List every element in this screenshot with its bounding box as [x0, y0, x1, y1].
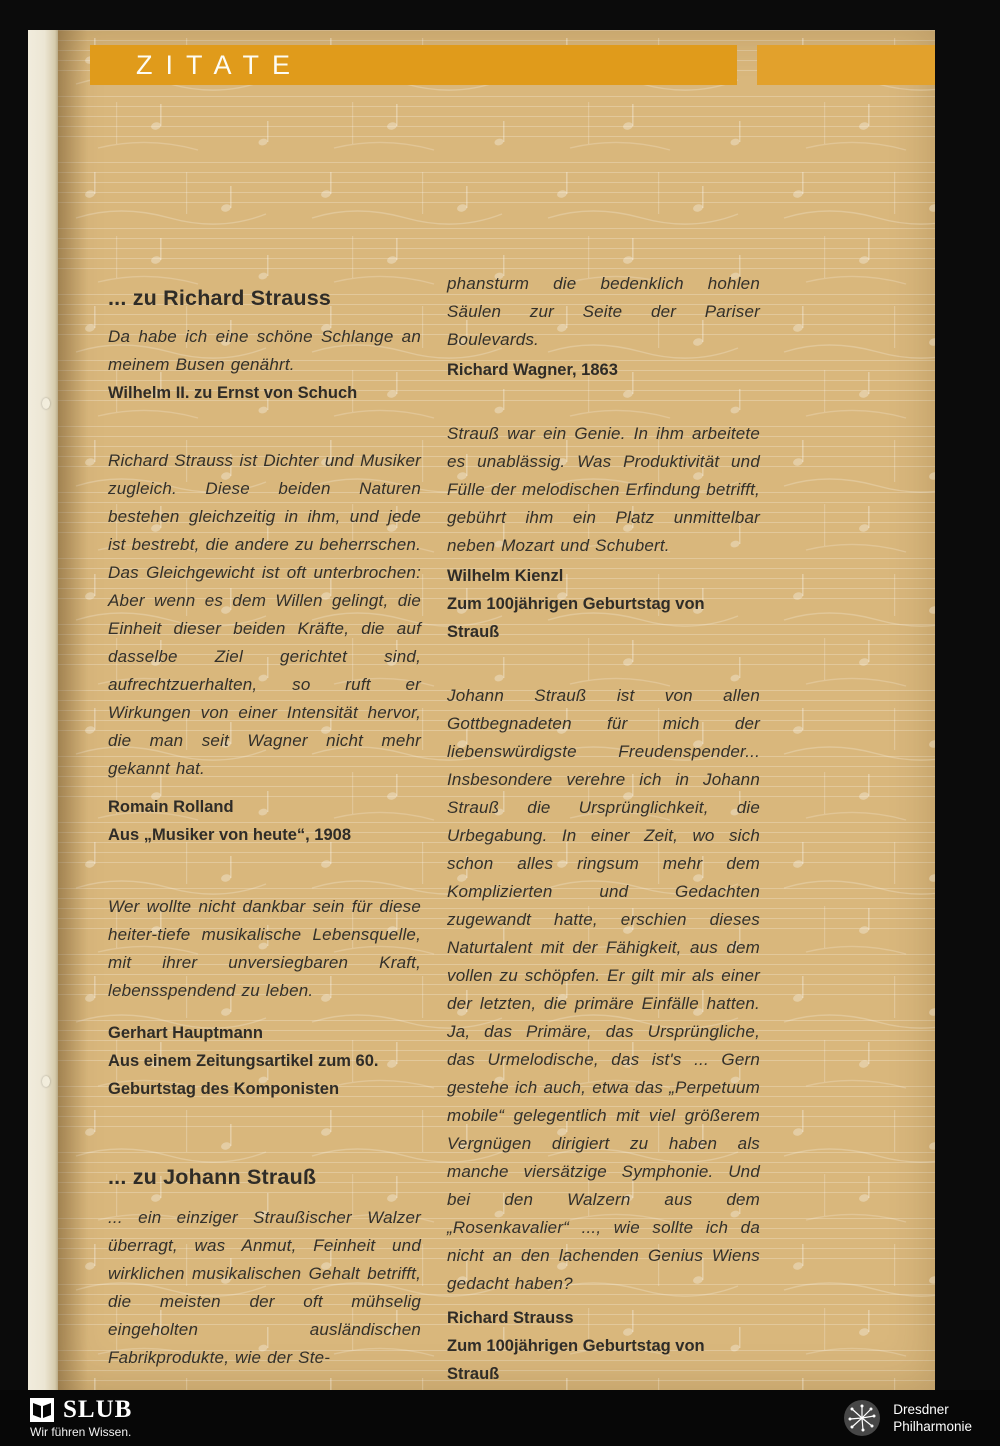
section-heading-johann-strauss: ... zu Johann Strauß: [108, 1165, 317, 1189]
viewer-footer-bar: [0, 1390, 1000, 1446]
scan-artifact-dot: [42, 1076, 50, 1087]
phil-name-line2: Philharmonie: [893, 1419, 972, 1434]
dresdner-philharmonie-name: [893, 1401, 972, 1435]
slub-name: SLUB: [63, 1396, 133, 1423]
header-bar-gap: [737, 45, 757, 85]
dresdner-philharmonie-branding[interactable]: [843, 1399, 1000, 1437]
attribution-wilhelm-kienzl: Wilhelm Kienzl: [447, 567, 564, 585]
quote-romain-rolland: Richard Strauss ist Dichter und Musiker zugleich. Diese beiden Naturen bestehen gleichzeitig in ihm, und jede ist bestrebt, die andere zu beherrschen. Das Gleichgewicht ist oft unterbrochen: Aber wenn es dem Willen gelingt, die Einheit dieser beiden Kräfte, die auf dasselbe Ziel gerichtet sind, aufrechtzuerhalten, so ruft er Wirkungen von einer Intensität hervor, die man seit Wagner nicht mehr gekannt hat.: [108, 451, 421, 778]
header-bar-left-segment: [90, 45, 737, 85]
right-column: [447, 270, 760, 1388]
attribution-richard-strauss-occasion: Zum 100jährigen Geburtstag von Strauß: [447, 1337, 705, 1383]
quote-wilhelm-kienzl: Strauß war ein Genie. In ihm arbeitete es unablässig. Was Produktivität und Fülle der melodischen Erfindung betrifft, gebührt ihm ein Platz unmittelbar neben Mozart und Schubert.: [447, 424, 760, 555]
left-column: [108, 270, 421, 1388]
slub-slogan: Wir führen Wissen.: [30, 1425, 132, 1439]
slub-logo-row: [30, 1397, 132, 1423]
page-content: [108, 270, 760, 1388]
attribution-romain-rolland: Romain Rolland: [108, 798, 234, 816]
header-bar: [90, 45, 935, 85]
quote-richard-wagner-part1: ... ein einziger Straußischer Walzer überragt, was Anmut, Feinheit und wirklichen musikalischen Gehalt betrifft, die meisten der oft mühselig eingeholten ausländischen Fabrikprodukte, wie der Ste-: [108, 1208, 421, 1367]
attribution-romain-rolland-source: Aus „Musiker von heute“, 1908: [108, 826, 351, 844]
header-bar-right-segment: [757, 45, 935, 85]
quote-richard-strauss: Johann Strauß ist von allen Gottbegnadeten für mich der liebenswürdigste Freudenspender... Insbesondere verehre ich in Johann Strauß die Ursprünglichkeit, die Urbegabung. In einer Zeit, wo sich schon alles ringsum mehr dem Komplizierten und Gedachten zugewandt hatte, erschien dieses Naturtalent mit der Fähigkeit, aus dem vollen zu schöpfen. Er gilt mir als einer der letzten, die primäre Einfälle hatten. Ja, das Primäre, das Ursprüngliche, das Urmelodische, das ist's ... Gern gestehe ich auch, etwa das „Perpetuum mobile“ gelegentlich mit viel größerem Vergnügen dirigiert zu haben als manche viersätzige Symphonie. Und bei den Walzern aus dem „Rosenkavalier“ ..., wie sollte ich da nicht an den lachenden Genius Wiens gedacht haben?: [447, 686, 760, 1293]
quote-richard-wagner-part2: phansturm die bedenklich hohlen Säulen zur Seite der Pariser Boulevards.: [447, 274, 760, 349]
phil-name-line1: Dresdner: [893, 1402, 949, 1417]
attribution-richard-strauss: Richard Strauss: [447, 1309, 574, 1327]
book-page-edge: [28, 30, 58, 1390]
attribution-richard-wagner: Richard Wagner, 1863: [447, 361, 618, 379]
quote-gerhart-hauptmann: Wer wollte nicht dankbar sein für diese heiter-tiefe musikalische Lebensquelle, mit ihrer unversiegbaren Kraft, lebensspendend zu leben.: [108, 897, 421, 1000]
booklet-page: [58, 30, 935, 1390]
slub-book-icon: [30, 1398, 54, 1422]
quote-wilhelm-ii: Da habe ich eine schöne Schlange an meinem Busen genährt.: [108, 327, 421, 374]
scan-artifact-dot: [42, 398, 50, 409]
slub-branding[interactable]: [0, 1397, 132, 1439]
attribution-gerhart-hauptmann-source: Aus einem Zeitungsartikel zum 60. Geburtstag des Komponisten: [108, 1052, 379, 1098]
attribution-wilhelm-ii: Wilhelm II. zu Ernst von Schuch: [108, 384, 358, 402]
attribution-wilhelm-kienzl-occasion: Zum 100jährigen Geburtstag von Strauß: [447, 595, 705, 641]
attribution-gerhart-hauptmann: Gerhart Hauptmann: [108, 1024, 263, 1042]
dresdner-philharmonie-logo: [843, 1399, 881, 1437]
section-heading-richard-strauss: ... zu Richard Strauss: [108, 286, 332, 310]
page-title: ZITATE: [136, 50, 303, 80]
